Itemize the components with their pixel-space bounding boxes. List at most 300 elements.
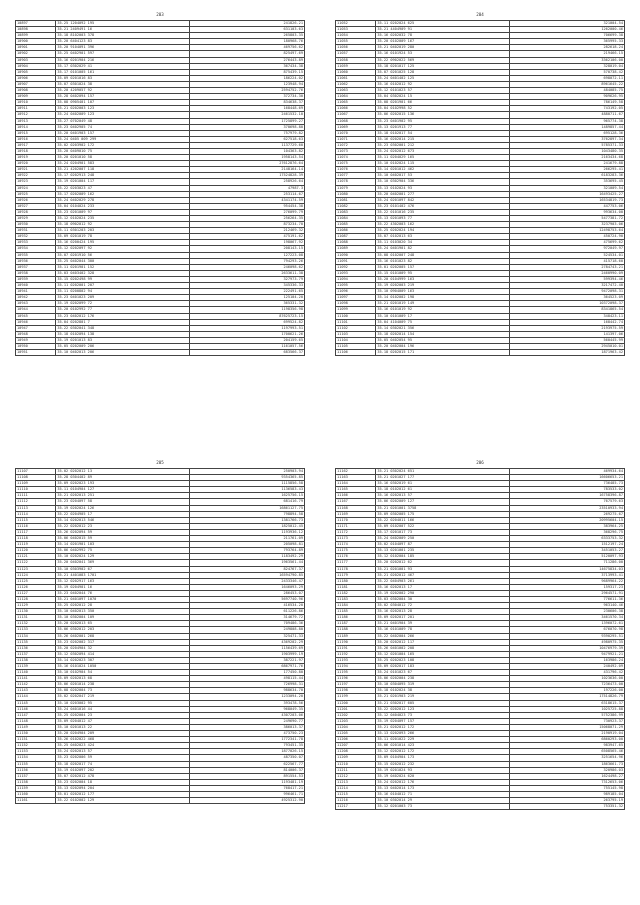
row-id-cell: 11204 — [336, 724, 376, 730]
code-cell: 35.12 0101023 57 — [376, 88, 510, 94]
row-id-cell: 10926 — [16, 197, 56, 203]
code-cell: 35.16 0202014 215 — [376, 136, 510, 142]
code-cell: 35.20 0102992 77 — [56, 307, 190, 313]
code-cell: 35.12 0102024 235 — [56, 216, 190, 222]
row-id-cell: 11066 — [336, 106, 376, 112]
page-number: 205 — [156, 460, 164, 465]
row-id-cell: 11192 — [336, 651, 376, 657]
amount-cell: 2594752.76 — [190, 88, 305, 94]
code-cell: 35.18 0902012 92 — [56, 222, 190, 228]
row-id-cell: 11141 — [16, 676, 56, 682]
code-cell: 35.25 0402023 424 — [56, 743, 190, 749]
row-id-cell: 11129 — [16, 603, 56, 609]
code-cell: 35.09 0102007 522 — [376, 523, 510, 529]
code-cell: 35.21 0202013 251 — [56, 493, 190, 499]
row-id-cell: 11107 — [16, 469, 56, 475]
amount-cell: 212469.32 — [190, 228, 305, 234]
amount-cell: 7236473.00 — [510, 682, 625, 688]
amount-cell: 695128.36 — [510, 130, 625, 136]
code-cell: 35.16 0102012 92 — [376, 81, 510, 87]
amount-cell: 498115.44 — [190, 676, 305, 682]
row-id-cell: 11161 — [16, 798, 56, 804]
code-cell: 35.23 0101402 476 — [376, 203, 510, 209]
amount-cell: 1625756.15 — [190, 493, 305, 499]
row-id-cell: 11067 — [336, 112, 376, 118]
amount-cell: 249690.77 — [190, 718, 305, 724]
row-id-cell: 11103 — [336, 331, 376, 337]
code-cell: 35.06 0402992 75 — [56, 548, 190, 554]
table-row — [336, 804, 625, 810]
amount-cell: 627518.63 — [190, 136, 305, 142]
code-cell: 35.24 0101023 67 — [376, 670, 510, 676]
code-cell: 35.23 0402044 76 — [56, 590, 190, 596]
amount-cell: 9689964.22 — [510, 578, 625, 584]
row-id-cell: 11123 — [16, 566, 56, 572]
code-cell: 35.21 0302024 651 — [376, 469, 510, 475]
amount-cell: 5752386.99 — [510, 712, 625, 718]
amount-cell: 4880711.67 — [510, 112, 625, 118]
row-id-cell: 10923 — [16, 179, 56, 185]
amount-cell: 249808.80 — [190, 627, 305, 633]
row-id-cell: 11084 — [336, 216, 376, 222]
row-id-cell: 10919 — [16, 155, 56, 161]
row-id-cell: 11153 — [16, 749, 56, 755]
row-id-cell: 11179 — [336, 572, 376, 578]
amount-cell: 1381766.73 — [190, 517, 305, 523]
amount-cell: 2148164.14 — [190, 167, 305, 173]
code-cell: 35.04 0302024 15 — [376, 94, 510, 100]
row-id-cell: 10938 — [16, 270, 56, 276]
code-cell: 35.10 0402017 53 — [376, 173, 510, 179]
row-id-cell: 11135 — [16, 639, 56, 645]
code-cell: 35.14 0201012 462 — [376, 167, 510, 173]
amount-cell: 968049.35 — [190, 706, 305, 712]
row-id-cell: 11157 — [16, 773, 56, 779]
row-id-cell: 11076 — [336, 167, 376, 173]
amount-cell: 393478.56 — [190, 700, 305, 706]
amount-cell: 1725899.27 — [190, 118, 305, 124]
amount-cell: 16758396.87 — [510, 493, 625, 499]
row-id-cell: 11120 — [16, 548, 56, 554]
row-id-cell: 10941 — [16, 289, 56, 295]
code-cell: 35.24 0405 009 299 — [56, 136, 190, 142]
row-id-cell: 11205 — [336, 731, 376, 737]
amount-cell: 256264.35 — [190, 216, 305, 222]
row-id-cell: 11106 — [336, 350, 376, 356]
amount-cell: 10476979.39 — [510, 645, 625, 651]
amount-cell: 1193481.19 — [190, 779, 305, 785]
row-id-cell: 11142 — [16, 682, 56, 688]
row-id-cell: 11102 — [336, 325, 376, 331]
code-cell: 35.21 4401083 1701 — [56, 572, 190, 578]
code-cell: 35.19 0402024 620 — [376, 773, 510, 779]
row-id-cell: 11217 — [336, 804, 376, 810]
row-id-cell: 11092 — [336, 264, 376, 270]
code-cell: 35.18 0102012 61 — [376, 487, 510, 493]
table-body — [336, 469, 625, 810]
row-id-cell: 10947 — [16, 325, 56, 331]
data-table — [335, 20, 625, 356]
row-id-cell: 11125 — [16, 578, 56, 584]
code-cell: 35.28 0304402 89 — [56, 475, 190, 481]
code-cell: 35.24 0201097 842 — [376, 197, 510, 203]
amount-cell: 1043480.35 — [510, 148, 625, 154]
row-id-cell: 11111 — [16, 493, 56, 499]
row-id-cell: 11065 — [336, 100, 376, 106]
code-cell: 35.27 0702049 48 — [56, 118, 190, 124]
code-cell: 35.16 0202032 78 — [376, 33, 510, 39]
amount-cell: 320986.03 — [510, 767, 625, 773]
row-id-cell: 11189 — [336, 633, 376, 639]
page-number: 206 — [476, 460, 484, 465]
row-id-cell: 10904 — [16, 63, 56, 69]
row-id-cell: 10913 — [16, 118, 56, 124]
row-id-cell: 10906 — [16, 75, 56, 81]
amount-cell: 1772341.78 — [190, 737, 305, 743]
amount-cell: 560445.99 — [510, 337, 625, 343]
row-id-cell: 10922 — [16, 173, 56, 179]
code-cell: 35.19 0202099 72 — [56, 301, 190, 307]
amount-cell: 6860293.00 — [510, 737, 625, 743]
row-id-cell: 11160 — [16, 791, 56, 797]
code-cell: 35.20 9104091 396 — [56, 45, 190, 51]
row-id-cell: 11144 — [16, 694, 56, 700]
code-cell: 35.11 0301203 203 — [56, 228, 190, 234]
table-body — [336, 21, 625, 356]
code-cell: 35.12 0201004 165 — [376, 651, 510, 657]
code-cell: 35.22 0101016 235 — [376, 209, 510, 215]
amount-cell: 730923.37 — [510, 718, 625, 724]
amount-cell: 793451.35 — [190, 743, 305, 749]
amount-cell: 2633611.38 — [190, 270, 305, 276]
code-cell: 35.22 0402004 266 — [376, 633, 510, 639]
amount-cell: 2163434.68 — [510, 155, 625, 161]
code-cell: 35.10 0303902 67 — [56, 566, 190, 572]
amount-cell: 1137729.60 — [190, 142, 305, 148]
row-id-cell: 10939 — [16, 276, 56, 282]
code-cell: 35.12 0201003 73 — [376, 804, 510, 810]
amount-cell: 2193975.59 — [510, 325, 625, 331]
row-id-cell: 11145 — [16, 700, 56, 706]
code-cell: 35.08 0102007 248 — [376, 252, 510, 258]
code-cell: 35.11 0204029 165 — [376, 155, 510, 161]
code-cell: 35.22 4302003 162 — [376, 222, 510, 228]
row-id-cell: 10928 — [16, 209, 56, 215]
code-cell: 35.19 0202003 219 — [376, 283, 510, 289]
code-cell: 35.20 0102009 167 — [376, 39, 510, 45]
row-id-cell: 11072 — [336, 142, 376, 148]
code-cell: 35.23 0402012 176 — [56, 313, 190, 319]
row-id-cell: 11098 — [336, 301, 376, 307]
code-cell: 35.24 0401016 44 — [56, 706, 190, 712]
code-cell: 35.18 0201017 125 — [376, 63, 510, 69]
row-id-cell: 10921 — [16, 167, 56, 173]
amount-cell: 47987.3 — [190, 185, 305, 191]
row-id-cell: 11180 — [336, 578, 376, 584]
amount-cell: 415718.60 — [510, 258, 625, 264]
amount-cell: 963140.46 — [510, 603, 625, 609]
row-id-cell: 11064 — [336, 94, 376, 100]
row-id-cell: 11118 — [16, 536, 56, 542]
code-cell: 35.10 0203002 95 — [56, 700, 190, 706]
amount-cell: 230606.38 — [510, 609, 625, 615]
code-cell: 35.23 0401902 95 — [376, 118, 510, 124]
row-id-cell: 11173 — [336, 536, 376, 542]
row-id-cell: 11138 — [16, 657, 56, 663]
amount-cell: 709486.36 — [190, 621, 305, 627]
code-cell: 35.18 0102094 138 — [56, 331, 190, 337]
row-id-cell: 11132 — [16, 621, 56, 627]
code-cell: 35.02 0202012 13 — [56, 469, 190, 475]
row-id-cell: 11088 — [336, 240, 376, 246]
row-id-cell: 11082 — [336, 203, 376, 209]
code-cell: 35.21 0402019 280 — [376, 45, 510, 51]
amount-cell: 2964571.91 — [510, 590, 625, 596]
amount-cell: 348423.11 — [510, 313, 625, 319]
code-cell: 35.14 0201901 103 — [56, 542, 190, 548]
code-cell: 35.10 0302014 29 — [376, 798, 510, 804]
amount-cell: 123948.94 — [190, 81, 305, 87]
code-cell: 35.01 0202012 177 — [56, 791, 190, 797]
code-cell: 35.09 0104904 173 — [376, 755, 510, 761]
amount-cell: 263795.19 — [510, 798, 625, 804]
amount-cell: 198067.92 — [190, 240, 305, 246]
row-id-cell: 11152 — [16, 743, 56, 749]
amount-cell: 983947.65 — [510, 743, 625, 749]
code-cell: 35.21 0401097 1070 — [56, 596, 190, 602]
code-cell: 35.22 0902022 569 — [376, 57, 510, 63]
row-id-cell: 10932 — [16, 234, 56, 240]
row-id-cell: 10948 — [16, 331, 56, 337]
code-cell: 35.24 0402029 278 — [56, 197, 190, 203]
amount-cell: 241826.21 — [190, 21, 305, 27]
code-cell: 35.02 0104097 87 — [376, 542, 510, 548]
code-cell: 35.20 0202013 65 — [56, 621, 190, 627]
row-id-cell: 11175 — [336, 548, 376, 554]
code-cell: 35.04 0202801 7 — [56, 319, 190, 325]
code-cell: 35.16 0200424 195 — [56, 240, 190, 246]
row-id-cell: 11164 — [336, 481, 376, 487]
amount-cell: 1489857.44 — [510, 124, 625, 130]
table-body — [16, 21, 305, 356]
code-cell: 35.09 0302005 175 — [376, 511, 510, 517]
data-table — [15, 20, 305, 356]
row-id-cell: 11056 — [336, 45, 376, 51]
row-id-cell: 11154 — [16, 755, 56, 761]
amount-cell: 993634.00 — [510, 209, 625, 215]
row-id-cell: 11206 — [336, 737, 376, 743]
row-id-cell: 11069 — [336, 124, 376, 130]
amount-cell: 168442.74 — [510, 319, 625, 325]
amount-cell: 345336.33 — [190, 283, 305, 289]
code-cell: 35.22 0202012 23 — [56, 523, 190, 529]
code-cell: 35.02 0203902 172 — [56, 142, 190, 148]
amount-cell: 372734.30 — [190, 94, 305, 100]
row-id-cell: 11071 — [336, 136, 376, 142]
code-cell: 35.22 0102002 129 — [56, 798, 190, 804]
amount-cell: 1023636.00 — [510, 676, 625, 682]
amount-cell: 386013.37 — [190, 724, 305, 730]
row-id-cell: 11137 — [16, 651, 56, 657]
document-page-205 — [10, 458, 310, 898]
code-cell: 35.02 0304012 72 — [376, 603, 510, 609]
code-cell: 35.21 0201903 219 — [376, 694, 510, 700]
amount-cell: 1396072.61 — [510, 621, 625, 627]
row-id-cell: 10915 — [16, 130, 56, 136]
row-id-cell: 11174 — [336, 542, 376, 548]
row-id-cell: 10899 — [16, 33, 56, 39]
amount-cell: 6508565.46 — [510, 749, 625, 755]
amount-cell: 8961645.22 — [510, 81, 625, 87]
row-id-cell: 10916 — [16, 136, 56, 142]
code-cell: 35.10 0101009 17 — [376, 313, 510, 319]
amount-cell: 15068071.29 — [510, 724, 625, 730]
code-cell: 35.21 0201001 93 — [376, 566, 510, 572]
row-id-cell: 11176 — [336, 554, 376, 560]
code-cell: 35.11 0104904 127 — [56, 487, 190, 493]
amount-cell: 1183492.29 — [190, 554, 305, 560]
row-id-cell: 10920 — [16, 161, 56, 167]
amount-cell: 87625723.15 — [190, 313, 305, 319]
code-cell: 35.05 0202009 206 — [56, 343, 190, 349]
row-id-cell: 10914 — [16, 124, 56, 130]
row-id-cell: 11058 — [336, 57, 376, 63]
amount-cell: 282618.24 — [510, 45, 625, 51]
row-id-cell: 11214 — [336, 785, 376, 791]
amount-cell: 314679.72 — [190, 615, 305, 621]
page-number: 203 — [156, 12, 164, 17]
code-cell: 35.21 4404909 91 — [376, 27, 510, 33]
amount-cell: 9354365.85 — [190, 475, 305, 481]
row-id-cell: 10912 — [16, 112, 56, 118]
amount-cell: 27612876.64 — [190, 161, 305, 167]
row-id-cell: 10902 — [16, 51, 56, 57]
row-id-cell: 11172 — [336, 529, 376, 535]
amount-cell: 2433346.47 — [190, 578, 305, 584]
amount-cell: 205098.81 — [190, 542, 305, 548]
amount-cell: 524534.01 — [510, 252, 625, 258]
row-id-cell: 10950 — [16, 343, 56, 349]
code-cell: 35.13 0202094 204 — [56, 785, 190, 791]
code-cell: 35.10 0302904 336 — [376, 179, 510, 185]
amount-cell: 6318615.37 — [510, 700, 625, 706]
amount-cell: 125104.20 — [190, 295, 305, 301]
amount-cell: 1197993.51 — [190, 325, 305, 331]
row-id-cell: 11117 — [16, 529, 56, 535]
code-cell: 35.06 0202009 127 — [376, 499, 510, 505]
amount-cell: 3362106.00 — [510, 57, 625, 63]
amount-cell: 23510933.94 — [510, 505, 625, 511]
code-cell: 35.04 0102998 52 — [376, 106, 510, 112]
amount-cell: 365995.33 — [510, 39, 625, 45]
row-id-cell: 11074 — [336, 155, 376, 161]
amount-cell: 266295.41 — [510, 167, 625, 173]
row-id-cell: 11062 — [336, 81, 376, 87]
amount-cell: 2460990.09 — [510, 270, 625, 276]
code-cell: 35.21 0201027 177 — [376, 475, 510, 481]
code-cell: 35.25 0202004 23 — [56, 712, 190, 718]
amount-cell: 1700621.26 — [190, 331, 305, 337]
amount-cell: 327973.79 — [190, 276, 305, 282]
row-id-cell: 11127 — [16, 590, 56, 596]
amount-cell: 10372098.37 — [510, 301, 625, 307]
row-id-cell: 11095 — [336, 283, 376, 289]
row-id-cell: 11087 — [336, 234, 376, 240]
code-cell: 35.16 0101023 82 — [376, 258, 510, 264]
row-id-cell: 11113 — [16, 505, 56, 511]
code-cell: 35.13 0201093 77 — [376, 216, 510, 222]
amount-cell: 909626.95 — [510, 94, 625, 100]
code-cell: 35.20 0201010 58 — [56, 155, 190, 161]
amount-cell: 3217472.40 — [510, 283, 625, 289]
amount-cell: 246098.62 — [190, 264, 305, 270]
code-cell: 35.23 0202006 59 — [56, 755, 190, 761]
document-page-204 — [330, 10, 630, 445]
code-cell: 35.13 0202093 266 — [376, 731, 510, 737]
row-id-cell: 11198 — [336, 688, 376, 694]
code-cell: 35.18 8102003 378 — [56, 33, 190, 39]
amount-cell: 1877026.15 — [190, 749, 305, 755]
amount-cell: 786149.58 — [510, 100, 625, 106]
code-cell: 35.25 0202024 194 — [376, 228, 510, 234]
row-id-cell: 11194 — [336, 664, 376, 670]
code-cell: 35.24 0202012 673 — [376, 148, 510, 154]
data-table — [335, 468, 625, 810]
code-cell: 35.24 0402009 123 — [56, 112, 190, 118]
amount-cell: 159317.23 — [510, 584, 625, 590]
row-id-cell: 11124 — [16, 572, 56, 578]
amount-cell: 3713993.41 — [510, 572, 625, 578]
amount-cell: 16534819.73 — [510, 197, 625, 203]
row-id-cell: 11163 — [336, 475, 376, 481]
row-id-cell: 11100 — [336, 313, 376, 319]
amount-cell: 699524.82 — [190, 319, 305, 325]
row-id-cell: 11170 — [336, 517, 376, 523]
code-cell: 35.20 0204904 209 — [56, 731, 190, 737]
code-cell: 35.25 0202012 28 — [56, 603, 190, 609]
amount-cell: 177450.80 — [190, 670, 305, 676]
row-id-cell: 10929 — [16, 216, 56, 222]
amount-cell: 276443.89 — [190, 57, 305, 63]
row-id-cell: 11078 — [336, 179, 376, 185]
code-cell: 35.14 0102002 198 — [376, 295, 510, 301]
row-id-cell: 11149 — [16, 724, 56, 730]
code-cell: 35.25 1204092 195 — [56, 21, 190, 27]
amount-cell: 141397.06 — [510, 331, 625, 337]
amount-cell: 4369202.29 — [190, 639, 305, 645]
row-id-cell: 10927 — [16, 203, 56, 209]
row-id-cell: 11068 — [336, 118, 376, 124]
row-id-cell: 11140 — [16, 670, 56, 676]
code-cell: 35.06 0201014 423 — [376, 743, 510, 749]
code-cell: 35.26 0202094 59 — [56, 529, 190, 535]
code-cell: 35.05 0402054 95 — [376, 337, 510, 343]
row-id-cell: 10910 — [16, 100, 56, 106]
row-id-cell: 11183 — [336, 596, 376, 602]
code-cell: 35.11 0200802 94 — [56, 289, 190, 295]
amount-cell: 794293.26 — [190, 258, 305, 264]
row-id-cell: 11162 — [336, 469, 376, 475]
amount-cell: 469934.64 — [510, 469, 625, 475]
amount-cell: 4925312.90 — [190, 798, 305, 804]
code-cell: 35.12 0202012 172 — [376, 749, 510, 755]
code-cell: 35.10 0904009 163 — [376, 289, 510, 295]
code-cell: 35.20 6404123 83 — [56, 39, 190, 45]
code-cell: 35.25 0402901 597 — [56, 51, 190, 57]
amount-cell: 219466.15 — [510, 51, 625, 57]
code-cell: 35.24 0402009 250 — [376, 536, 510, 542]
code-cell: 35.10 0102024 115 — [376, 161, 510, 167]
